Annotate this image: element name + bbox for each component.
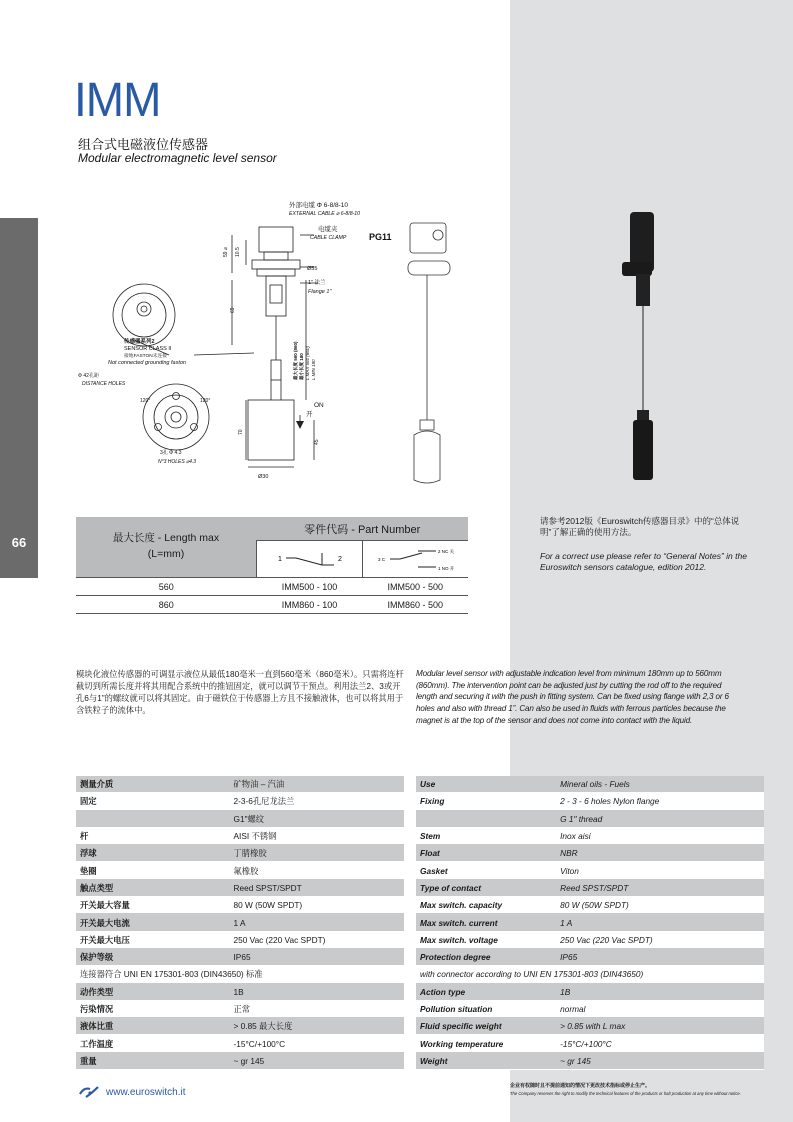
- spec-row: [76, 776, 404, 793]
- spec-row: [76, 931, 404, 948]
- spec-key: Float: [416, 845, 556, 862]
- spec-key: 固定: [76, 793, 230, 810]
- spec-value: 矿物油 – 汽油: [230, 776, 405, 793]
- spec-row: [416, 983, 764, 1000]
- spec-row: [76, 983, 404, 1000]
- spec-key: 开关最大电压: [76, 931, 230, 948]
- spec-value: 正常: [230, 1000, 405, 1017]
- class-en: SENSOR CLASS II: [124, 346, 172, 352]
- euroswitch-logo-icon: [78, 1085, 100, 1099]
- part-number-header: 零件代码 - Part Number: [257, 517, 469, 541]
- spdt-nc: 2 NC 关: [437, 549, 454, 555]
- lmax-label-3: L MAX 560 (860): [305, 346, 310, 380]
- spec-value: 1 A: [556, 914, 764, 931]
- spec-value: 80 W (50W SPDT): [556, 897, 764, 914]
- dim-45: 45: [314, 439, 320, 445]
- spec-key: 动作类型: [76, 983, 230, 1000]
- spec-row: [76, 897, 404, 914]
- on-cn: 开: [306, 411, 313, 418]
- product-photo: [612, 212, 692, 482]
- subtitle-en: Modular electromagnetic level sensor: [78, 151, 277, 165]
- holes3-cn: 3孔 Φ 4.3: [160, 450, 182, 456]
- spec-key: 工作温度: [76, 1035, 230, 1052]
- spec-key: 开关最大电流: [76, 914, 230, 931]
- spec-key: Gasket: [416, 862, 556, 879]
- spec-table-cn: [76, 776, 404, 1070]
- lmax-label-2: 最小长度 180: [299, 353, 304, 380]
- spec-key: 污染情况: [76, 1000, 230, 1017]
- spec-key: Fixing: [416, 793, 556, 810]
- spec-key: 开关最大容量: [76, 897, 230, 914]
- part-cell: IMM500 - 100: [257, 578, 363, 596]
- spec-key: 测量介质: [76, 776, 230, 793]
- spec-value: normal: [556, 1000, 764, 1017]
- symbol-spdt: [363, 541, 469, 578]
- spec-row: [76, 1000, 404, 1017]
- spec-row: [76, 1018, 404, 1035]
- spec-value: G 1" thread: [556, 810, 764, 827]
- page-title: IMM: [74, 71, 161, 127]
- spec-row: [76, 914, 404, 931]
- spec-value: Reed SPST/SPDT: [556, 879, 764, 896]
- spec-row: [416, 897, 764, 914]
- table-row: [76, 578, 468, 596]
- angle-right: 120°: [200, 398, 211, 404]
- spec-key: Fluid specific weight: [416, 1018, 556, 1035]
- spec-row: [416, 879, 764, 896]
- spec-key: Protection degree: [416, 948, 556, 965]
- usage-note-en: For a correct use please refer to “General Notes” in the Euroswitch sensors catalogue, edition 2012.: [540, 551, 747, 573]
- spec-row: [76, 827, 404, 844]
- length-header: [76, 517, 257, 578]
- spec-key: Weight: [416, 1052, 556, 1069]
- spec-value: 1B: [556, 983, 764, 1000]
- flange-cn: 1" 法兰: [308, 280, 326, 286]
- spec-row: [76, 845, 404, 862]
- spec-row: [76, 966, 404, 983]
- spec-key: 浮球: [76, 845, 230, 862]
- dim-30: Ø30: [258, 474, 269, 480]
- spec-row: [416, 966, 764, 983]
- spec-value: Reed SPST/SPDT: [230, 879, 405, 896]
- spec-value: AISI 不锈钢: [230, 827, 405, 844]
- description-en: Modular level sensor with adjustable indication level from minimum 180mm up to 560mm (860mm). The intervention point can be adjusted just by cutting the rod off to the required length and securing it with the push in fitting system. Can be fixed using flange with 2,3 or 6 holes and also with thread 1”. Can also be used in fluids with ferrous particles because the magnet is at the top of the sensor and does not come into contact with the liquid.: [416, 669, 729, 725]
- spec-connector-note: with connector according to UNI EN 175301-803 (DIN43650): [416, 966, 764, 983]
- part-cell: IMM860 - 500: [363, 596, 469, 614]
- spec-row: [76, 793, 404, 810]
- dim-105: 10.5: [235, 247, 241, 257]
- part-number-table: [76, 517, 468, 614]
- dim-55: Ø55: [307, 266, 318, 272]
- holes-en: DISTANCE HOLES: [82, 381, 126, 387]
- spec-value: NBR: [556, 845, 764, 862]
- spec-value: Mineral oils - Fuels: [556, 776, 764, 793]
- sensor-sketch: [408, 223, 450, 483]
- holes-cn: Φ 42孔距: [78, 373, 99, 379]
- dim-69: 69: [230, 307, 236, 313]
- spec-row: [416, 810, 764, 827]
- part-cell: IMM500 - 500: [363, 578, 469, 596]
- spec-value: IP65: [230, 948, 405, 965]
- length-header-label: 最大长度 - Length max: [112, 532, 220, 545]
- spec-value: 丁腈橡胶: [230, 845, 405, 862]
- spec-table-en: [416, 776, 764, 1070]
- spec-value: 2 - 3 - 6 holes Nylon flange: [556, 793, 764, 810]
- table-row: [76, 596, 468, 614]
- holes3-en: N°3 HOLES ⌀4.3: [158, 459, 197, 465]
- spec-value: -15°C/+100°C: [556, 1035, 764, 1052]
- spec-key: 杆: [76, 827, 230, 844]
- footer-disclaimer-cn: 企业有权随时且不提前通知的情况下更改技术指标或停止生产。: [510, 1083, 651, 1089]
- spec-key: Pollution situation: [416, 1000, 556, 1017]
- spec-key: Working temperature: [416, 1035, 556, 1052]
- spec-row: [416, 776, 764, 793]
- description-cn: 模块化液位传感器的可调显示液位从最低180毫米一直到560毫米（860毫米）。只需将连杆截切到所需长度并将其用配合系统中的推钮固定，就可以调节干预点。利用法兰2、3或开孔6与1”的螺纹就可以将其固定。由于磁铁位于传感器上方且不接触液体，也可以将其用于含铁粒子的流体中。: [76, 669, 404, 716]
- spec-value: > 0.85 最大长度: [230, 1018, 405, 1035]
- clamp-label-cn: 电缆夹: [318, 226, 338, 233]
- spec-key: 重量: [76, 1052, 230, 1069]
- spec-key: 垫圈: [76, 862, 230, 879]
- spst-pin-2: 2: [337, 556, 342, 564]
- spec-value: 2-3-6孔尼龙法兰: [230, 793, 405, 810]
- spec-row: [76, 1052, 404, 1069]
- pg-label: PG11: [369, 232, 392, 242]
- angle-left: 120°: [140, 398, 151, 404]
- spec-value: -15°C/+100°C: [230, 1035, 405, 1052]
- spec-key: Action type: [416, 983, 556, 1000]
- spst-pin-1: 1: [277, 556, 282, 564]
- footer-disclaimer-en: The Company reserves the right to modify the technical features of the products or halt production at any time without notice.: [510, 1091, 741, 1096]
- spec-value: G1"螺纹: [230, 810, 405, 827]
- spec-row: [416, 1018, 764, 1035]
- footer-logo[interactable]: [78, 1085, 185, 1099]
- class-cn: 传感器系列2: [124, 339, 155, 345]
- footer-url[interactable]: www.euroswitch.it: [106, 1086, 186, 1098]
- flange-bottom-view: [143, 384, 209, 450]
- spec-row: [76, 1035, 404, 1052]
- spec-key: Max switch. capacity: [416, 897, 556, 914]
- lmax-label-4: L MIN 180: [311, 359, 316, 380]
- float: [248, 400, 294, 460]
- spec-row: [416, 845, 764, 862]
- spec-value: 250 Vac (220 Vac SPDT): [230, 931, 405, 948]
- technical-drawing: [74, 195, 494, 490]
- spec-value: 氟橡胶: [230, 862, 405, 879]
- spec-value: ~ gr 145: [230, 1052, 405, 1069]
- dim-59: 59 ⌀: [223, 247, 229, 257]
- spdt-no: 1 NO 开: [437, 566, 454, 572]
- spec-value: 250 Vac (220 Vac SPDT): [556, 931, 764, 948]
- spec-value: Viton: [556, 862, 764, 879]
- spec-value: > 0.85 with L max: [556, 1018, 764, 1035]
- spec-row: [76, 862, 404, 879]
- spec-value: 1 A: [230, 914, 405, 931]
- spec-key: Stem: [416, 827, 556, 844]
- spec-key: Use: [416, 776, 556, 793]
- spdt-common: 3 C: [377, 557, 385, 563]
- spec-key: [76, 810, 230, 827]
- ground-cn: 接地FASTON未连接: [124, 354, 168, 359]
- dim-70: 70: [238, 429, 244, 435]
- spec-row: [416, 827, 764, 844]
- spec-row: [416, 1035, 764, 1052]
- page-number: 66: [11, 534, 27, 550]
- spec-value: ~ gr 145: [556, 1052, 764, 1069]
- symbol-spst: [257, 541, 363, 578]
- length-cell: 560: [76, 578, 257, 596]
- spec-value: 1B: [230, 983, 405, 1000]
- spec-row: [76, 810, 404, 827]
- spec-key: 触点类型: [76, 879, 230, 896]
- flange-en: Flange 1": [308, 289, 332, 295]
- cable-label-en: EXTERNAL CABLE ⌀ 6-8/8-10: [289, 211, 361, 217]
- spec-key: Max switch. voltage: [416, 931, 556, 948]
- length-header-unit: (L=mm): [147, 548, 185, 560]
- clamp-label-en: CABLE CLAMP: [310, 235, 347, 241]
- spec-row: [416, 793, 764, 810]
- spec-value: IP65: [556, 948, 764, 965]
- subtitle-cn: 组合式电磁液位传感器: [78, 137, 209, 152]
- spec-value: Inox aisi: [556, 827, 764, 844]
- cable-label-cn: 外部电缆 Φ 6-8/8-10: [289, 202, 349, 209]
- spec-row: [416, 1000, 764, 1017]
- lmax-label-1: 最大长度 560 (860): [293, 341, 298, 380]
- ground-en: Not connected grounding faston: [108, 360, 186, 366]
- part-cell: IMM860 - 100: [257, 596, 363, 614]
- spec-key: Max switch. current: [416, 914, 556, 931]
- usage-note-cn: 请参考2012版《Euroswitch传感器目录》中的“总体说明”了解正确的使用方法。: [540, 516, 740, 538]
- on-en: ON: [314, 402, 324, 409]
- spec-key: 保护等级: [76, 948, 230, 965]
- spec-row: [76, 948, 404, 965]
- spec-key: Type of contact: [416, 879, 556, 896]
- spec-row: [416, 1052, 764, 1069]
- spec-connector-note: 连接器符合 UNI EN 175301-803 (DIN43650) 标准: [76, 966, 404, 983]
- spec-key: 液体比重: [76, 1018, 230, 1035]
- spec-row: [76, 879, 404, 896]
- spec-row: [416, 931, 764, 948]
- length-cell: 860: [76, 596, 257, 614]
- spec-value: 80 W (50W SPDT): [230, 897, 405, 914]
- spec-row: [416, 914, 764, 931]
- spec-row: [416, 948, 764, 965]
- spec-key: [416, 810, 556, 827]
- spec-row: [416, 862, 764, 879]
